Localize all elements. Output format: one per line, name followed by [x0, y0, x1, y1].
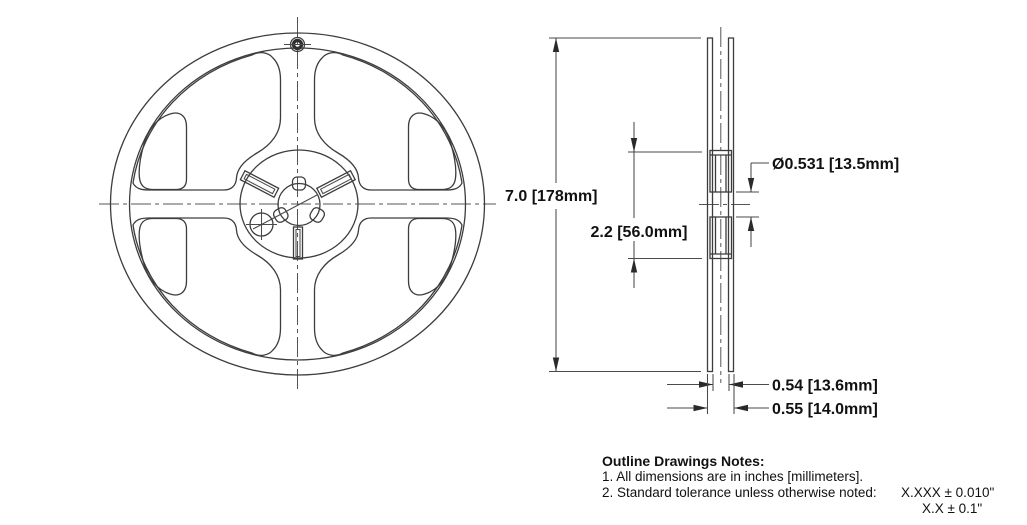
note-2: 2. Standard tolerance unless otherwise noted:	[602, 485, 877, 500]
rim-top-hole	[284, 38, 311, 52]
note-1: 1. All dimensions are in inches [millimeters].	[602, 469, 864, 484]
dimension-flange-diameter	[505, 38, 701, 372]
rim-slot	[409, 113, 456, 189]
dimension-arbor-hole	[736, 156, 899, 247]
width-inner-label: 0.54 [13.6mm]	[772, 377, 878, 395]
rim-slot	[139, 219, 186, 295]
rim-slot	[409, 219, 456, 295]
hub-diameter-label: 2.2 [56.0mm]	[590, 224, 688, 241]
dimension-hub-diameter	[591, 122, 702, 288]
reel-front-view	[99, 17, 496, 391]
reel-side-view	[699, 27, 750, 383]
notes-title: Outline Drawings Notes:	[602, 453, 765, 469]
hub-slot-upper-left	[240, 171, 278, 197]
width-outer-label: 0.55 [14.0mm]	[772, 401, 878, 418]
outline-drawing-notes	[602, 453, 994, 516]
hub-slot-upper-right	[317, 171, 355, 197]
tolerance-2: X.X ± 0.1"	[922, 501, 983, 516]
rim-slot	[139, 113, 186, 189]
arbor-hole	[253, 177, 326, 229]
flange-diameter-label: 7.0 [178mm]	[505, 188, 598, 205]
arbor-hole-label: Ø0.531 [13.5mm]	[772, 156, 900, 173]
dimension-width-inner	[667, 374, 878, 395]
tolerance-1: X.XXX ± 0.010"	[901, 485, 995, 500]
